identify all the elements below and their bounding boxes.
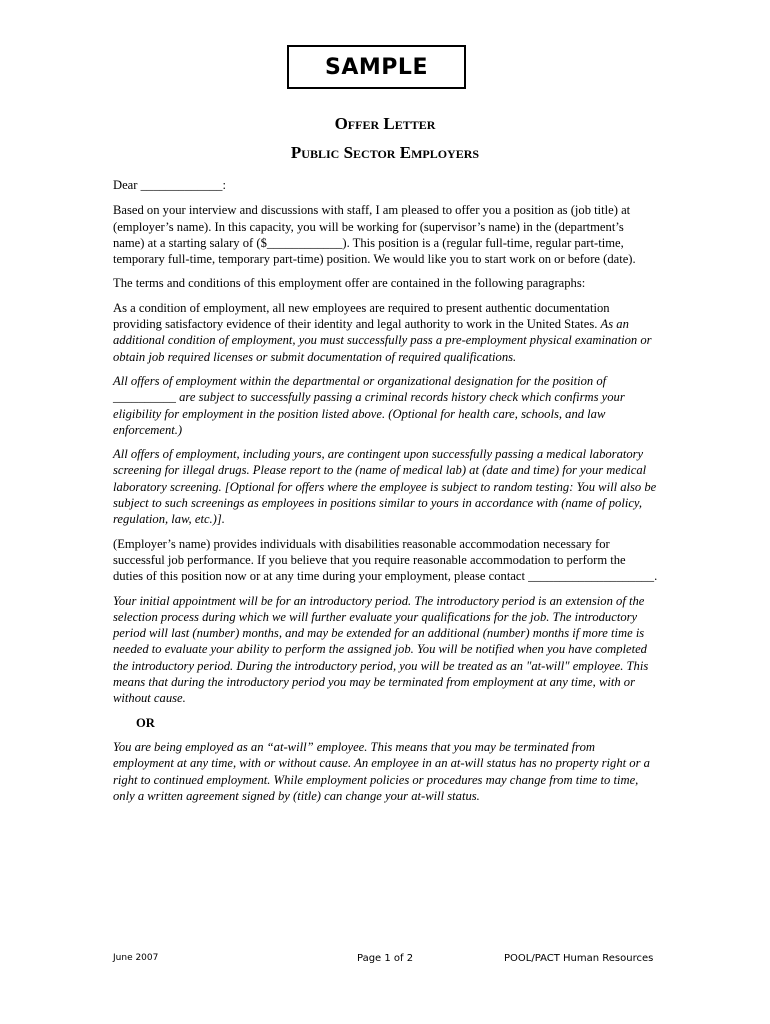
- footer-date: June 2007: [113, 953, 159, 963]
- letter-body: [113, 177, 658, 812]
- paragraph-position-offer: Based on your interview and discussions with staff, I am pleased to offer you a position as (job title) at (employer’s name). In this capacity, you will be working for (supervisor’s name) in the (department’s name) at a starting salary of ($____________). This position is a (regular full-time, regular part-time, temporary full-time, temporary part-time) position. We would like you to start work on or before (date).: [113, 203, 636, 267]
- salutation: Dear _____________:: [113, 178, 226, 192]
- footer-page-number: Page 1 of 2: [357, 953, 414, 964]
- footer-organization: POOL/PACT Human Resources: [504, 953, 654, 964]
- paragraph-at-will: You are being employed as an “at-will” employee. This means that you may be terminated from employment at any time, with or without cause. An employee in an at-will status has no property right or a right to continued employment. While employment policies or procedures may change from time to time, only a written agreement signed by (title) can change your at-will status.: [113, 739, 650, 803]
- paragraph-terms-intro: The terms and conditions of this employment offer are contained in the following paragraphs:: [113, 276, 586, 291]
- sample-stamp-text: SAMPLE: [325, 54, 428, 80]
- paragraph-background-check: All offers of employment within the departmental or organizational designation for the position of __________ are subject to successfully passing a criminal records history check which confirms your eligibility for employment in the position listed above. (Optional for health care, schools, and law enforcement.): [113, 373, 625, 437]
- paragraph-drug-screening: All offers of employment, including yours, are contingent upon successfully passing a medical laboratory screening for illegal drugs. Please report to the (name of medical lab) at (date and time) for your medical laboratory screening. [Optional for offers where the employee is subject to random testing: You will also be subject to such screenings as employees in positions similar to yours in accordance with (name of policy, regulation, law, etc.)].: [113, 447, 657, 527]
- or-separator: OR: [136, 715, 155, 730]
- sample-stamp: [287, 45, 466, 89]
- identity-text: As a condition of employment, all new employees are required to present authentic documentation providing satisfactory evidence of their identity and legal authority to work in the United States.: [113, 300, 610, 332]
- document-subtitle: Public Sector Employers: [290, 143, 480, 162]
- paragraph-identity-documentation: [113, 300, 658, 365]
- physical-exam-text: As an additional condition of employment, you must successfully pass a pre-employment physical examination or obtain job required licenses or submit documentation of required qualifications.: [113, 317, 652, 364]
- paragraph-introductory-period: Your initial appointment will be for an introductory period. The introductory period is an extension of the selection process during which we will further evaluate your qualifications for the job. The introductory period will last (number) months, and may be extended for an additional (number) months if more time is needed to evaluate your ability to perform the assigned job. You will be notified when you have completed the introductory period. During the introductory period, you will be treated as an "at-will" employee. This means that during the introductory period you may be terminated from employment at any time, with or without cause.: [113, 593, 649, 706]
- paragraph-accommodation: (Employer’s name) provides individuals with disabilities reasonable accommodation necessary for successful job performance. If you believe that you require reasonable accommodation to perform the duties of this position now or at any time during your employment, please contact ____________________.: [113, 536, 658, 584]
- document-title: Offer Letter: [334, 114, 436, 133]
